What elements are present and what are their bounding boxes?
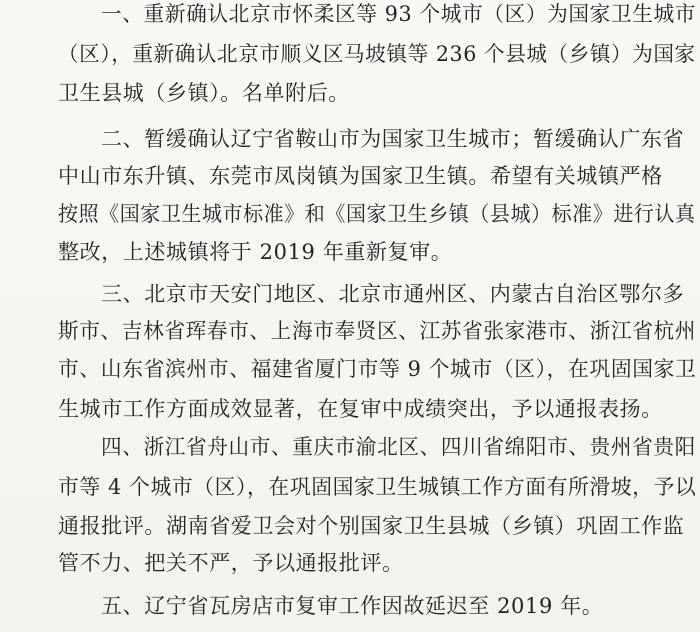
text-line: 市、山东省滨州市、福建省厦门市等 9 个城市（区），在巩固国家卫	[58, 357, 697, 381]
text-line: 四、浙江省舟山市、重庆市渝北区、四川省绵阳市、贵州省贵阳	[101, 435, 696, 459]
text-line: 整改，上述城镇将于 2019 年重新复审。	[58, 240, 453, 264]
text-line: 通报批评。湖南省爱卫会对个别国家卫生县城（乡镇）巩固工作监	[58, 514, 685, 538]
text-line: 市等 4 个城市（区），在巩固国家卫生城镇工作方面有所滑坡，予以	[58, 475, 697, 499]
text-line: 中山市东升镇、东莞市凤岗镇为国家卫生镇。希望有关城镇严格	[58, 164, 663, 188]
text-line: 二、暂缓确认辽宁省鞍山市为国家卫生城市；暂缓确认广东省	[101, 127, 685, 151]
text-line: （区），重新确认北京市顺义区马坡镇等 236 个县城（乡镇）为国家	[58, 42, 696, 66]
text-line: 按照《国家卫生城市标准》和《国家卫生乡镇（县城）标准》进行认真	[58, 202, 696, 226]
text-line: 一、重新确认北京市怀柔区等 93 个城市（区）为国家卫生城市	[101, 2, 697, 26]
text-line: 管不力、把关不严，予以通报批评。	[58, 551, 404, 575]
text-line: 斯市、吉林省珲春市、上海市奉贤区、江苏省张家港市、浙江省杭州	[58, 319, 697, 343]
text-line: 卫生县城（乡镇）。名单附后。	[58, 81, 350, 105]
text-line: 五、辽宁省瓦房店市复审工作因故延迟至 2019 年。	[101, 594, 604, 618]
text-line: 三、北京市天安门地区、北京市通州区、内蒙古自治区鄂尔多	[101, 282, 685, 306]
text-line: 生城市工作方面成效显著，在复审中成绩突出，予以通报表扬。	[58, 397, 663, 421]
